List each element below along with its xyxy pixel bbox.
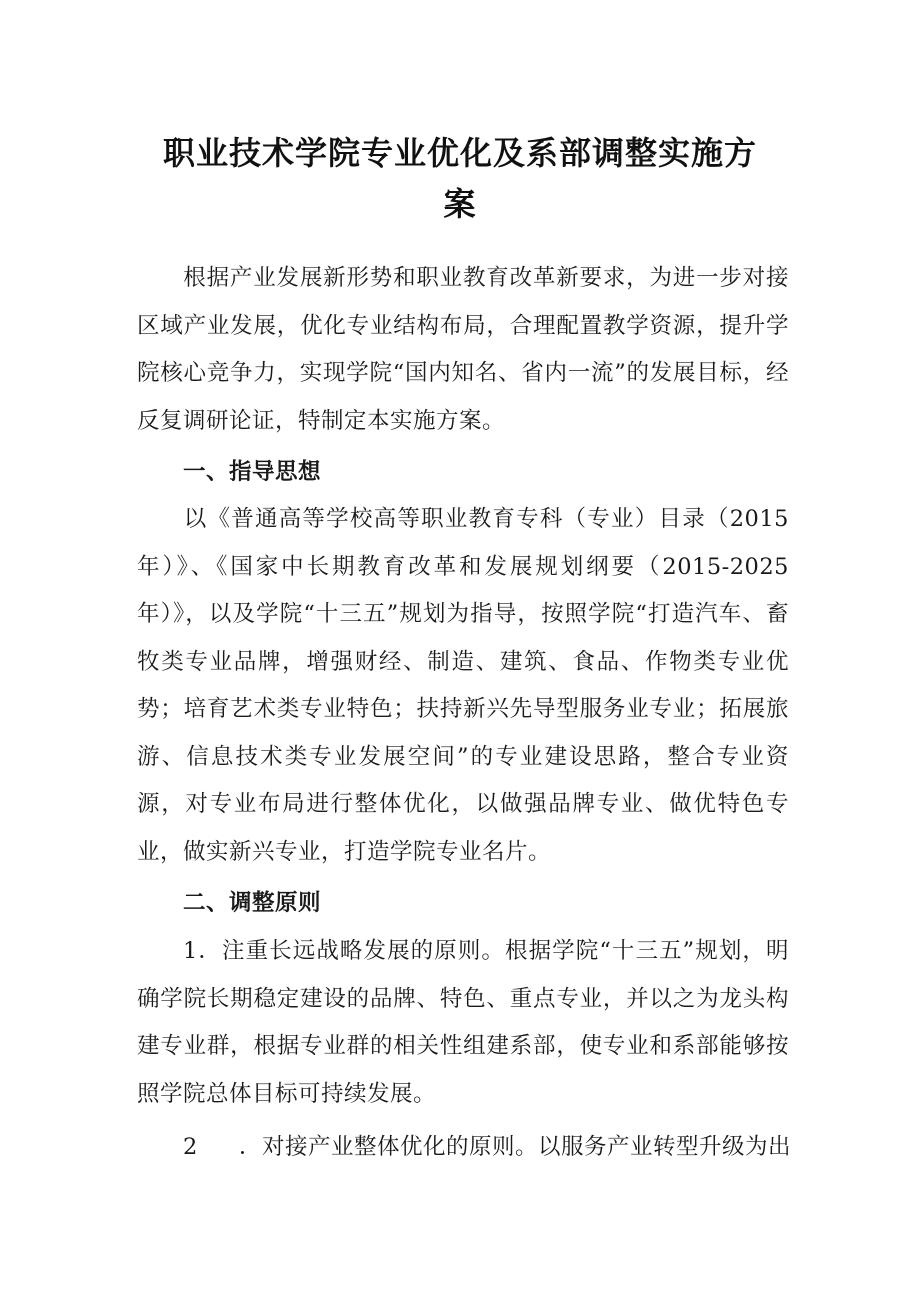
guiding-ideology-paragraph	[137, 496, 789, 876]
principle-2-text: ．对接产业整体优化的原则。以服务产业转型升级为出	[239, 1134, 792, 1160]
principle-1-text: 1．注重长远战略发展的原则。根据学院“十三五”规划，明确学院长期稳定建设的品牌、特色、重点专业，并以之为龙头构建专业群，根据专业群的相关性组建系部，使专业和系部能够按照学院总体目标可持续发展。	[137, 938, 789, 1107]
principle-2-number: 2	[183, 1134, 198, 1160]
section-heading-adjustment-principles: 二、调整原则	[183, 890, 322, 916]
document-title-line-1: 职业技术学院专业优化及系部调整实施方	[162, 134, 757, 172]
intro-paragraph	[137, 255, 789, 445]
section-heading-guiding-ideology: 一、指导思想	[183, 459, 322, 485]
document-title-line-2: 案	[443, 185, 477, 223]
intro-text: 根据产业发展新形势和职业教育改革新要求，为进一步对接区域产业发展，优化专业结构布局，合理配置教学资源，提升学院核心竞争力，实现学院“国内知名、省内一流”的发展目标，经反复调研论证，特制定本实施方案。	[137, 265, 789, 434]
principle-2-paragraph	[137, 1124, 792, 1172]
guiding-ideology-text: 以《普通高等学校高等职业教育专科（专业）目录（2015年）》、《国家中长期教育改革和发展规划纲要（2015-2025年）》，以及学院“十三五”规划为指导，按照学院“打造汽车、畜牧类专业品牌，增强财经、制造、建筑、食品、作物类专业优势；培育艺术类专业特色；扶持新兴先导型服务业专业；拓展旅游、信息技术类专业发展空间”的专业建设思路，整合专业资源，对专业布局进行整体优化，以做强品牌专业、做优特色专业，做实新兴专业，打造学院专业名片。	[137, 506, 789, 865]
principle-1-paragraph	[137, 928, 789, 1118]
